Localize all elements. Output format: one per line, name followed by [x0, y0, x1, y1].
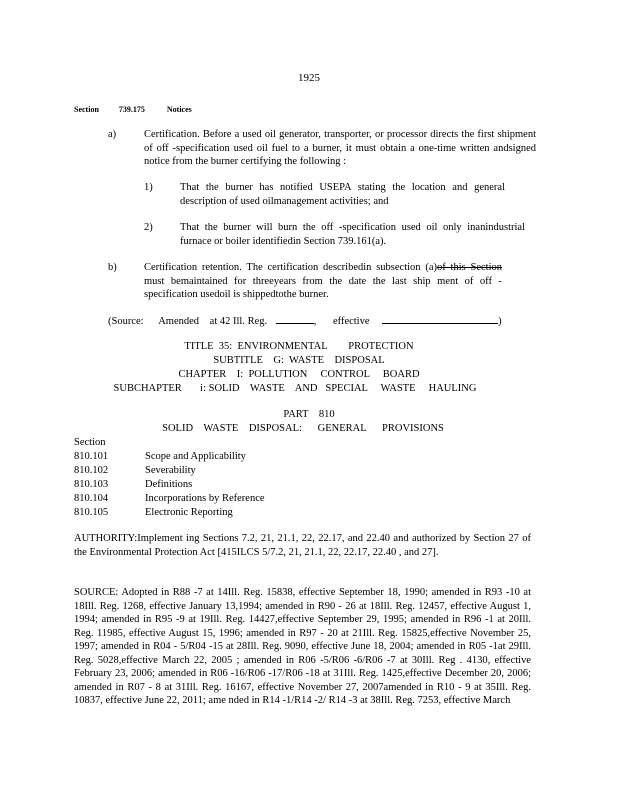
list-item-label: 2)	[144, 222, 153, 233]
table-row	[74, 492, 265, 506]
section-list-heading	[74, 436, 106, 450]
section-number: 739.175	[118, 105, 145, 114]
section-word: Section	[74, 105, 99, 114]
struck-text: of this Section	[437, 262, 502, 273]
page-number: 1925	[298, 72, 320, 84]
section-header	[74, 103, 192, 117]
section-title: Incorporations by Reference	[145, 493, 265, 504]
section-number: 810.104	[74, 493, 109, 504]
subsection-b-text-before: Certification retention. The certification describedin subsection (a)	[144, 262, 437, 273]
source-note-open: (Source:	[108, 316, 144, 327]
subsection-a-text: Certification. Before a used oil generator, transporter, or processor directs the first shipment of off -specification used oil fuel to a burner, it must obtain a one-time written andsigned notice from the burner certifying the following :	[144, 129, 536, 167]
table-row	[74, 478, 193, 492]
part-line: PART 810	[283, 409, 335, 420]
subsection-a-label: a)	[108, 129, 117, 140]
list-item-text: That the burner has notified USEPA stating the location and general description of used oilmanagement activities; and	[180, 182, 505, 207]
subchapter-line: SUBCHAPTER i: SOLID WASTE AND SPECIAL WASTE HAULING	[113, 383, 477, 394]
section-number: 810.102	[74, 465, 109, 476]
table-row	[74, 506, 233, 520]
subtitle-line: SUBTITLE G: WASTE DISPOSAL	[213, 355, 385, 366]
section-list	[74, 436, 265, 520]
source-note	[108, 315, 502, 329]
section-title: Definitions	[145, 479, 193, 490]
section-list-heading-text: Section	[74, 437, 106, 448]
part-title-line: SOLID WASTE DISPOSAL: GENERAL PROVISIONS	[162, 423, 444, 434]
chapter-line: CHAPTER I: POLLUTION CONTROL BOARD	[178, 369, 420, 380]
source-note-close: )	[498, 316, 502, 327]
source-note-effective: effective	[332, 316, 370, 327]
register-volume-blank	[276, 323, 314, 324]
source-note-at: at 42 Ill. Reg.	[209, 316, 268, 327]
table-row	[74, 450, 246, 464]
section-title: Severability	[145, 465, 196, 476]
subsection-b-text-after: must bemaintained for threeyears from the date the last ship ment of off - specification usedoil is shippedtothe burner.	[144, 275, 502, 300]
subsection-b-label: b)	[108, 262, 117, 273]
section-number: 810.101	[74, 451, 109, 462]
authority-paragraph: AUTHORITY:Implement ing Sections 7.2, 21, 21.1, 22, 22.17, and 22.40 and authorized by Section 27 of the Environmental Protection Act [415ILCS 5/7.2, 21, 21.1, 22, 22.17, 22.40 , and 27].	[74, 533, 531, 558]
section-title: Notices	[166, 105, 192, 114]
table-row	[74, 464, 196, 478]
section-title: Electronic Reporting	[145, 507, 233, 518]
subsection-b-text	[144, 261, 502, 302]
title-line: TITLE 35: ENVIRONMENTAL PROTECTION	[184, 341, 414, 352]
section-number: 810.103	[74, 479, 109, 490]
source-paragraph: SOURCE: Adopted in R88 -7 at 14Ill. Reg. 15838, effective September 18, 1990; amended in R93 -10 at 18Ill. Reg. 1268, effective January 13,1994; amended in R90 - 26 at 18Ill. Reg. 12457, effective August 1, 1994; amended in R95 -9 at 19Ill. Reg. 14427,effective September 29, 1995; amended in R96 -1 at 20Ill. Reg. 11985, effective August 15, 1996; amended in R97 - 20 at 21Ill. Reg. 15825,effective November 25, 1997; amended in R04 - 5/R04 -15 at 28Ill. Reg. 9090, effective June 18, 2004; amended in R05 -1at 29Ill. Reg. 5028,effective March 22, 2005 ; amended in R06 -5/R06 -6/R06 -7 at 30Ill. Reg . 4130, effective February 23, 2006; amended in R06 -16/R06 -17/R06 -18 at 31Ill. Reg. 1425,effective December 20, 2006; amended in R07 - 8 at 31Ill. Reg. 16167, effective November 27, 2007amended in R10 - 9 at 35Ill. Reg. 10837, effective June 22, 2011; ame nded in R14 -1/R14 -2/ R14 -3 at 38Ill. Reg. 7253, effective March	[74, 587, 531, 706]
effective-date-blank	[382, 323, 498, 324]
list-item-label: 1)	[144, 182, 153, 193]
section-number: 810.105	[74, 507, 109, 518]
source-note-comma: ,	[313, 316, 317, 327]
list-item-text: That the burner will burn the off -specification used oil only inanindustrial furnace or boiler identifiedin Section 739.161(a).	[180, 222, 525, 247]
section-title: Scope and Applicability	[145, 451, 246, 462]
source-note-amended: Amended	[158, 316, 200, 327]
